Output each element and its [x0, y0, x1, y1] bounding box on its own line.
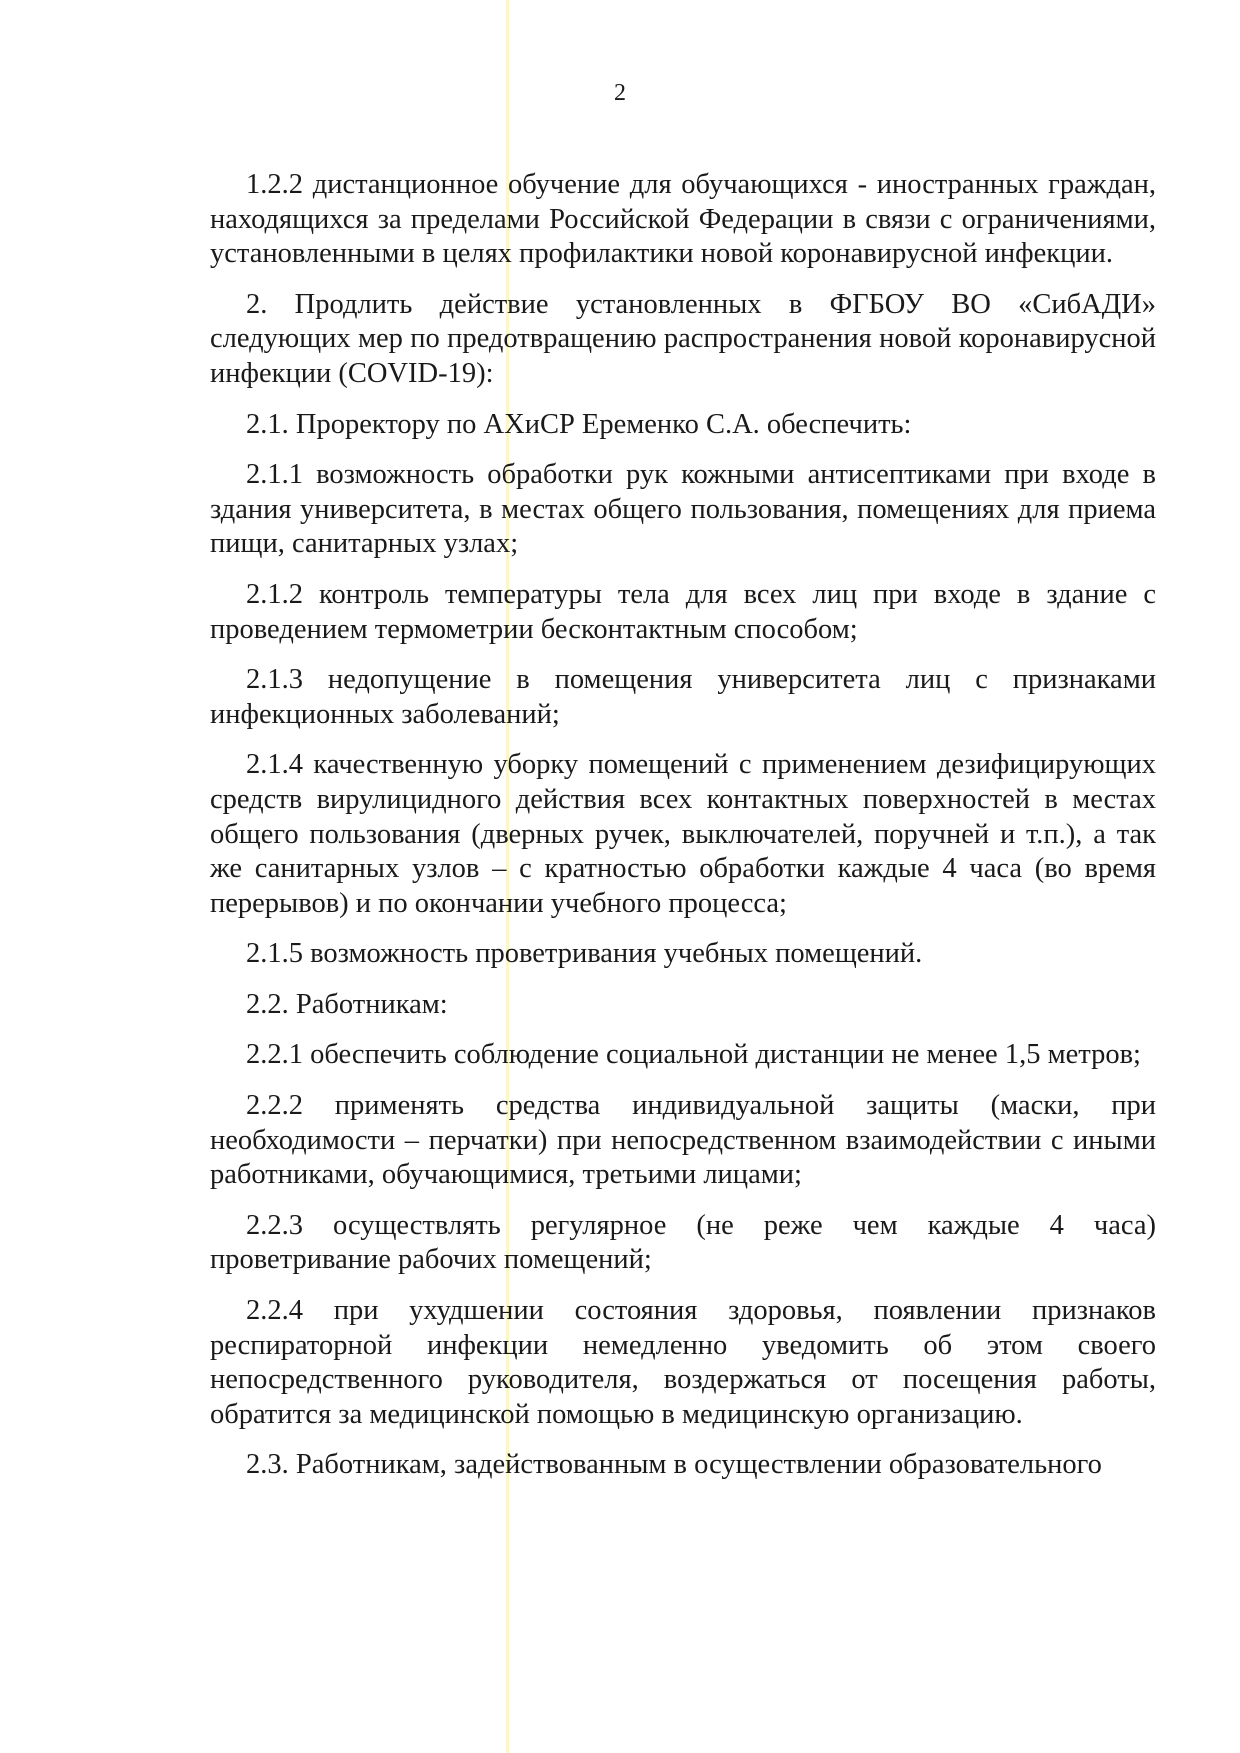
document-body [210, 168, 1156, 1483]
paragraph-2-2: 2.2. Работникам: [246, 988, 448, 1020]
paragraph-2-1: 2.1. Проректору по АХиСР Еременко С.А. обеспечить: [246, 408, 912, 440]
paragraph-2-2-1: 2.2.1 обеспечить соблюдение социальной дистанции не менее 1,5 метров; [246, 1039, 1141, 1071]
paragraph-2-1-3: 2.1.3 недопущение в помещения университета лиц с признаками инфекционных заболеваний; [210, 664, 1156, 730]
page-number: 2 [614, 80, 626, 106]
paragraph-2-2-4: 2.2.4 при ухудшении состояния здоровья, появлении признаков респираторной инфекции немедленно уведомить об этом своего непосредственного руководителя, воздержаться от посещения работы, обратится за медицинской помощью в медицинскую организацию. [210, 1295, 1156, 1430]
paragraph-2-1-4: 2.1.4 качественную уборку помещений с применением дезифицирующих средств вирулицидного действия всех контактных поверхностей в местах общего пользования (дверных ручек, выключателей, поручней и т.п.), а так же санитарных узлов – с кратностью обработки каждые 4 часа (во время перерывов) и по окончании учебного процесса; [210, 749, 1156, 919]
paragraph-2-1-1: 2.1.1 возможность обработки рук кожными антисептиками при входе в здания университета, в местах общего пользования, помещениях для приема пищи, санитарных узлах; [210, 459, 1156, 560]
paragraph-2-2-3: 2.2.3 осуществлять регулярное (не реже чем каждые 4 часа) проветривание рабочих помещений; [210, 1209, 1156, 1276]
paragraph-1-2-2: 1.2.2 дистанционное обучение для обучающихся - иностранных граждан, находящихся за пределами Российской Федерации в связи с ограничениями, установленными в целях профилактики новой коронавирусной инфекции. [210, 169, 1156, 270]
paragraph-2-1-5: 2.1.5 возможность проветривания учебных помещений. [246, 938, 923, 970]
paragraph-2-3: 2.3. Работникам, задействованным в осуществлении образовательного [246, 1449, 1102, 1481]
paragraph-2-2-2: 2.2.2 применять средства индивидуальной защиты (маски, при необходимости – перчатки) при непосредственном взаимодействии с иными работниками, обучающимися, третьими лицами; [210, 1090, 1156, 1191]
paragraph-2-1-2: 2.1.2 контроль температуры тела для всех лиц при входе в здание с проведением термометрии бесконтактным способом; [210, 578, 1156, 645]
paragraph-2: 2. Продлить действие установленных в ФГБОУ ВО «СибАДИ» следующих мер по предотвращению распространения новой коронавирусной инфекции (COVID-19): [210, 288, 1156, 389]
